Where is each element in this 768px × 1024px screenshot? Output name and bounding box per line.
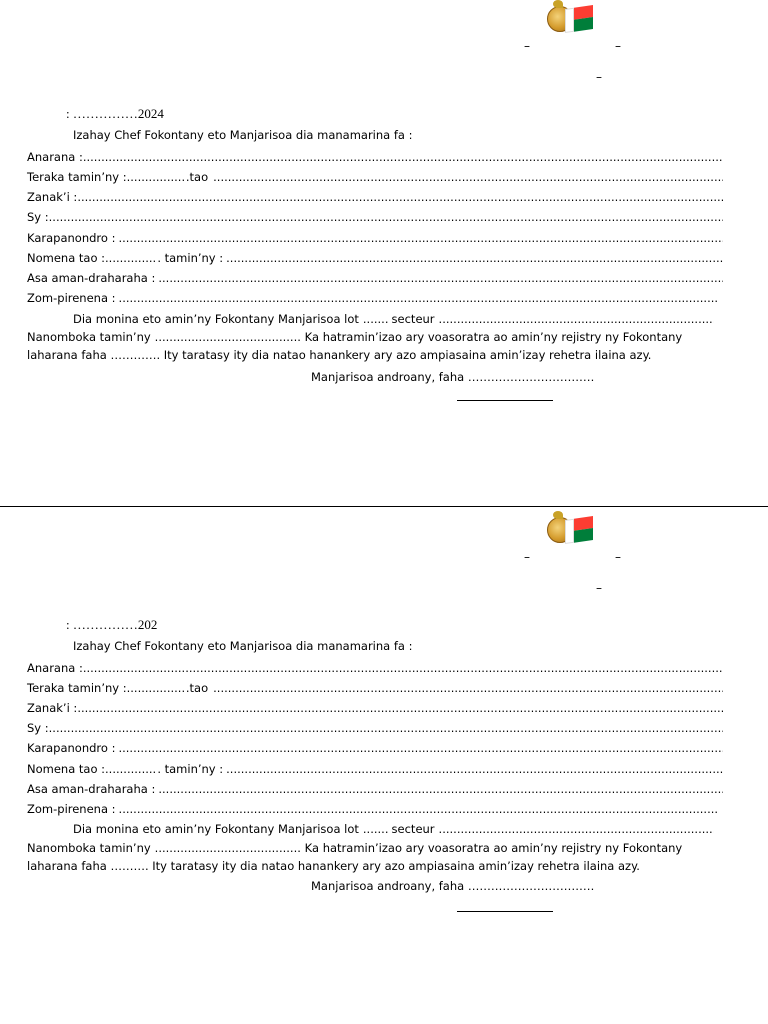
- date-year: 202: [137, 617, 158, 632]
- label-secteur: secteur: [391, 822, 435, 836]
- blank-teraka[interactable]: [127, 681, 186, 695]
- intro-statement: Izahay Chef Fokontany eto Manjarisoa dia manamarina fa :: [73, 639, 413, 653]
- label-zom-pirenena: Zom-pirenena :: [27, 802, 116, 816]
- madagascar-emblem-icon: [547, 0, 595, 36]
- madagascar-flag-icon: [565, 5, 593, 33]
- blank-nanomboka[interactable]: [155, 330, 301, 344]
- field-zanaki: [27, 190, 723, 204]
- header-dash-right: –: [615, 39, 621, 53]
- label-asa: Asa aman-draharaha :: [27, 782, 156, 796]
- blank-sy[interactable]: [49, 721, 723, 735]
- blank-secteur[interactable]: [439, 822, 714, 836]
- blank-sy[interactable]: [49, 210, 723, 224]
- label-nanomboka: Nanomboka tamin’ny: [27, 841, 151, 855]
- label-nomena: Nomena tao :: [27, 251, 106, 265]
- blank-asa[interactable]: [158, 271, 723, 285]
- blank-nomena-tao[interactable]: [105, 762, 157, 776]
- madagascar-flag-icon: [565, 516, 593, 544]
- label-zanaki: Zanak’i :: [27, 701, 78, 715]
- header-dash-right: –: [615, 550, 621, 564]
- signoff-line: [311, 370, 594, 384]
- blank-zanaki[interactable]: [77, 190, 723, 204]
- blank-lot[interactable]: [363, 312, 388, 326]
- blank-tao[interactable]: [213, 170, 723, 184]
- signature-line[interactable]: [457, 400, 553, 401]
- blank-nanomboka[interactable]: [155, 841, 301, 855]
- blank-anarana[interactable]: [83, 150, 723, 164]
- field-teraka: [27, 681, 723, 695]
- blank-karapanondro[interactable]: [118, 231, 723, 245]
- label-sy: Sy :: [27, 721, 49, 735]
- start-rest-text: Ka hatramin’izao ary voasoratra ao amin’ny rejistry ny Fokontany: [304, 841, 683, 855]
- date-year: 2024: [137, 106, 164, 121]
- header-dash-left: –: [524, 39, 530, 53]
- header-dash-lower: –: [596, 70, 602, 84]
- blank-karapanondro[interactable]: [118, 741, 723, 755]
- field-zom-pirenena: [27, 291, 717, 305]
- field-nomena: [27, 762, 723, 776]
- signoff-text: Manjarisoa androany, faha: [311, 370, 465, 384]
- field-zom-pirenena: [27, 802, 717, 816]
- label-asa: Asa aman-draharaha :: [27, 271, 156, 285]
- residence-line: [73, 312, 714, 326]
- label-zom-pirenena: Zom-pirenena :: [27, 291, 116, 305]
- blank-signoff-date[interactable]: ……………………………: [467, 879, 595, 893]
- field-karapanondro: [27, 741, 723, 755]
- field-karapanondro: [27, 231, 723, 245]
- blank-laharana[interactable]: ………….: [110, 348, 161, 362]
- residence-line: [73, 822, 714, 836]
- field-teraka: [27, 170, 723, 184]
- start-line: [27, 330, 723, 344]
- blank-signoff-date[interactable]: ……………………………: [467, 370, 595, 384]
- field-nomena: [27, 251, 723, 265]
- field-asa: [27, 271, 723, 285]
- validity-text: Ity taratasy ity dia natao hanankery ary azo ampiasaina amin’izay rehetra ilaina azy.: [163, 348, 652, 362]
- label-nomena: Nomena tao :: [27, 762, 106, 776]
- label-tao: .tao: [185, 170, 209, 184]
- date-prefix: : ……………: [66, 106, 138, 121]
- field-anarana: [27, 150, 723, 164]
- label-nanomboka: Nanomboka tamin’ny: [27, 330, 151, 344]
- field-anarana: [27, 661, 723, 675]
- laurel-leaf-icon: [553, 0, 563, 8]
- cut-separator: [0, 506, 768, 507]
- header-dash-lower: –: [596, 581, 602, 595]
- field-asa: [27, 782, 723, 796]
- blank-teraka[interactable]: [127, 170, 186, 184]
- signature-line[interactable]: [457, 911, 553, 912]
- number-line: [27, 859, 640, 873]
- blank-lot[interactable]: [363, 822, 388, 836]
- label-sy: Sy :: [27, 210, 49, 224]
- date-line: [66, 106, 164, 122]
- blank-asa[interactable]: [158, 782, 723, 796]
- date-prefix: : ……………: [66, 617, 138, 632]
- label-anarana: Anarana :: [27, 661, 83, 675]
- label-anarana: Anarana :: [27, 150, 83, 164]
- label-karapanondro: Karapanondro :: [27, 231, 116, 245]
- intro-statement: Izahay Chef Fokontany eto Manjarisoa dia manamarina fa :: [73, 128, 413, 142]
- header-dash-left: –: [524, 550, 530, 564]
- certificate-form: [0, 511, 768, 1011]
- certificate-form: [0, 0, 768, 500]
- residence-text: Dia monina eto amin’ny Fokontany Manjarisoa lot: [73, 312, 359, 326]
- date-line: [66, 617, 157, 633]
- start-rest-text: Ka hatramin’izao ary voasoratra ao amin’ny rejistry ny Fokontany: [304, 330, 683, 344]
- signoff-line: [311, 879, 594, 893]
- signoff-text: Manjarisoa androany, faha: [311, 879, 465, 893]
- blank-secteur[interactable]: [439, 312, 714, 326]
- field-sy: [27, 210, 723, 224]
- blank-tao[interactable]: [213, 681, 723, 695]
- label-teraka: Teraka tamin’ny :: [27, 170, 127, 184]
- blank-laharana[interactable]: ……….: [110, 859, 149, 873]
- number-line: [27, 348, 651, 362]
- blank-zanaki[interactable]: [77, 701, 723, 715]
- label-taminny: . tamin’ny :: [157, 762, 224, 776]
- label-taminny: . tamin’ny :: [157, 251, 224, 265]
- label-laharana: laharana faha: [27, 348, 107, 362]
- label-teraka: Teraka tamin’ny :: [27, 681, 127, 695]
- label-zanaki: Zanak’i :: [27, 190, 78, 204]
- start-line: [27, 841, 723, 855]
- residence-text: Dia monina eto amin’ny Fokontany Manjarisoa lot: [73, 822, 359, 836]
- label-karapanondro: Karapanondro :: [27, 741, 116, 755]
- blank-nomena-date[interactable]: [226, 762, 723, 776]
- blank-zom-pirenena[interactable]: [119, 291, 717, 305]
- field-zanaki: [27, 701, 723, 715]
- madagascar-emblem-icon: [547, 511, 595, 547]
- blank-nomena-tao[interactable]: [105, 251, 157, 265]
- laurel-leaf-icon: [553, 511, 563, 519]
- blank-nomena-date[interactable]: [226, 251, 723, 265]
- label-secteur: secteur: [391, 312, 435, 326]
- label-laharana: laharana faha: [27, 859, 107, 873]
- blank-zom-pirenena[interactable]: [119, 802, 717, 816]
- blank-anarana[interactable]: [83, 661, 723, 675]
- validity-text: Ity taratasy ity dia natao hanankery ary azo ampiasaina amin’izay rehetra ilaina azy.: [152, 859, 640, 873]
- field-sy: [27, 721, 723, 735]
- label-tao: .tao: [185, 681, 209, 695]
